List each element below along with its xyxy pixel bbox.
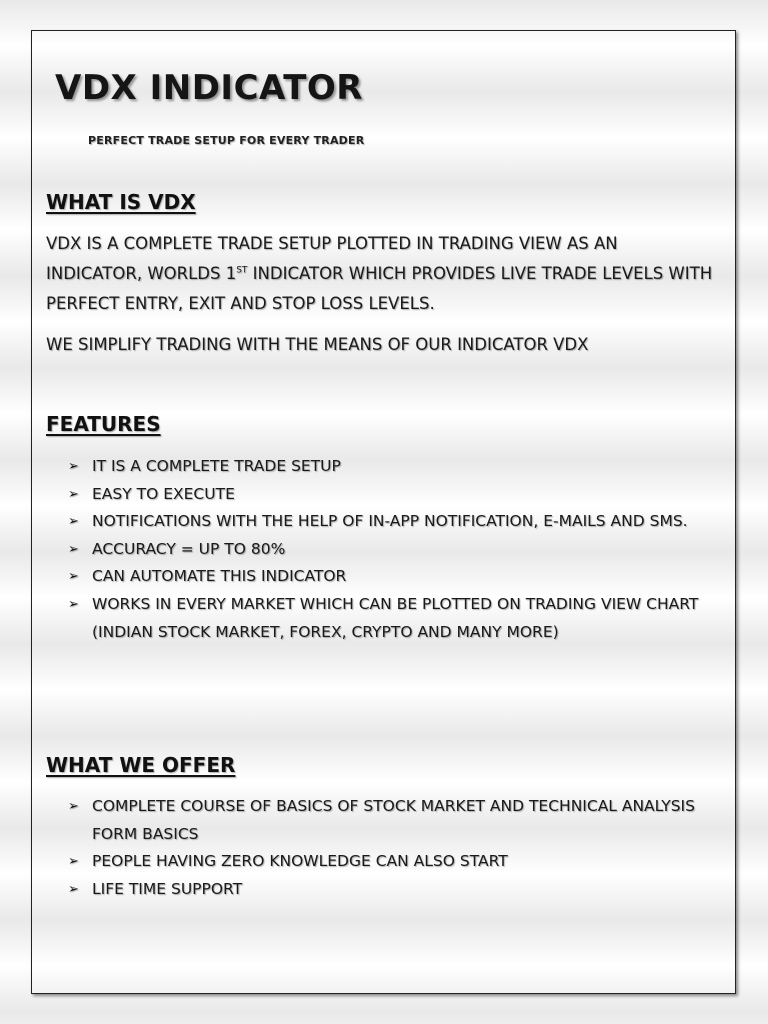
list-item [68, 481, 718, 509]
features-heading: FEATURES [46, 412, 161, 436]
arrowhead-bullet-icon: ➢ [68, 596, 79, 612]
arrowhead-bullet-icon: ➢ [68, 514, 79, 530]
paragraph-text-end: INDICATOR WHICH PROVIDES LIVE TRADE LEVELS WITH PERFECT ENTRY, EXIT AND STOP LOSS LEVELS. [46, 264, 713, 313]
arrowhead-bullet-icon: ➢ [68, 799, 79, 814]
list-item-text: EASY TO EXECUTE [92, 484, 235, 503]
features-list [68, 453, 718, 646]
arrowhead-bullet-icon: ➢ [68, 486, 79, 502]
list-item-text: IT IS A COMPLETE TRADE SETUP [92, 457, 341, 475]
arrowhead-bullet-icon: ➢ [68, 881, 79, 897]
arrowhead-bullet-icon: ➢ [68, 459, 79, 474]
list-item [68, 876, 718, 904]
list-item-text: CAN AUTOMATE THIS INDICATOR [92, 567, 347, 586]
list-item-text: COMPLETE COURSE OF BASICS OF STOCK MARKET AND TECHNICAL ANALYSIS FORM BASICS [92, 797, 695, 843]
what-is-vdx-heading: WHAT IS VDX [46, 190, 196, 214]
simplify-paragraph: WE SIMPLIFY TRADING WITH THE MEANS OF OUR INDICATOR VDX [46, 335, 589, 354]
paragraph-text-start: VDX IS A COMPLETE TRADE SETUP PLOTTED IN TRADING VIEW AS AN INDICATOR, WORLDS 1 [46, 234, 618, 283]
list-item [68, 793, 718, 848]
what-is-vdx-paragraph [46, 229, 716, 319]
list-item-text: LIFE TIME SUPPORT [92, 879, 243, 898]
list-item [68, 563, 718, 591]
arrowhead-bullet-icon: ➢ [68, 854, 79, 870]
page-subtitle: PERFECT TRADE SETUP FOR EVERY TRADER [88, 134, 365, 147]
list-item [68, 536, 718, 564]
ordinal-suffix: ST [236, 265, 248, 276]
list-item-text: PEOPLE HAVING ZERO KNOWLEDGE CAN ALSO START [92, 852, 508, 871]
arrowhead-bullet-icon: ➢ [68, 569, 79, 585]
page-title: VDX INDICATOR [55, 68, 363, 108]
list-item [68, 848, 718, 876]
offer-list [68, 793, 718, 903]
list-item [68, 591, 718, 646]
what-we-offer-heading: WHAT WE OFFER [46, 753, 236, 777]
list-item-text: NOTIFICATIONS WITH THE HELP OF IN-APP NOTIFICATION, E-MAILS AND SMS. [92, 512, 688, 531]
list-item [68, 508, 718, 536]
list-item [68, 453, 718, 481]
arrowhead-bullet-icon: ➢ [68, 541, 79, 557]
list-item-text: WORKS IN EVERY MARKET WHICH CAN BE PLOTTED ON TRADING VIEW CHART (INDIAN STOCK MARKET, FOREX, CRYPTO AND MANY MORE) [92, 594, 699, 641]
list-item-text: ACCURACY = UP TO 80% [92, 539, 286, 558]
